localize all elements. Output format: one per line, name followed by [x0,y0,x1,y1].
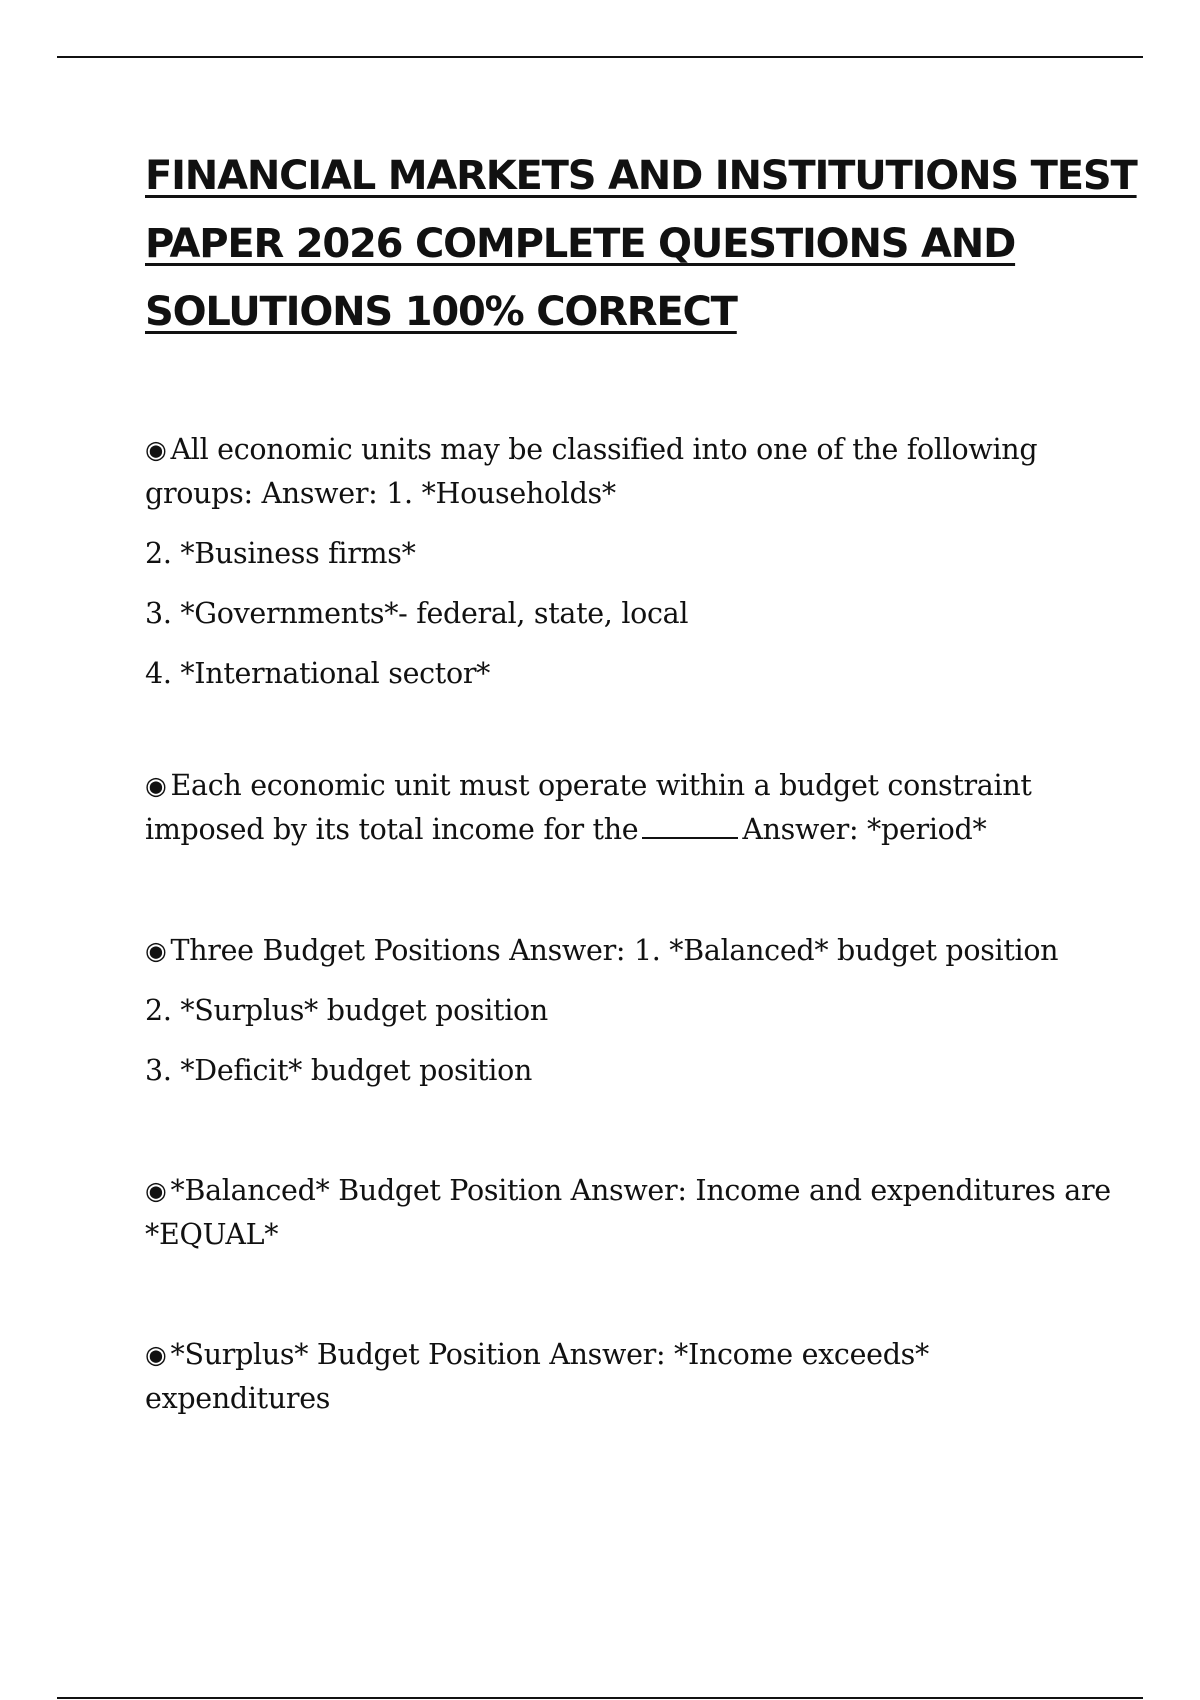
question-3-list-item-3: 3. *Deficit* budget position [145,1054,533,1087]
question-1-line-1 [145,428,1105,472]
question-3 [145,929,1105,1093]
question-2-text-before-blank: imposed by its total income for the [145,813,639,846]
question-1-line-2: groups: Answer: 1. *Households* [145,477,616,510]
question-3-line-1 [145,929,1105,973]
radio-bullet-icon: ◉ [145,771,167,800]
question-3-list-item-2: 2. *Surplus* budget position [145,994,548,1027]
question-5-line-2: expenditures [145,1382,331,1415]
title-line-2: PAPER 2026 COMPLETE QUESTIONS AND [145,221,1016,267]
bottom-rule [57,1697,1143,1699]
question-2-answer: Answer: *period* [742,813,987,846]
question-4-line-1 [145,1169,1111,1213]
question-1-list-item-2: 2. *Business firms* [145,537,416,570]
question-2 [145,764,1105,852]
question-1 [145,428,1105,696]
question-1-list-item-4: 4. *International sector* [145,657,491,690]
question-2-line-2 [145,808,1105,852]
fill-in-blank [642,811,738,839]
question-2-line-1 [145,764,1105,808]
question-1-text-1: All economic units may be classified into one of the following [170,433,1038,466]
question-4-line-2: *EQUAL* [145,1218,279,1251]
question-1-list-item-3: 3. *Governments*- federal, state, local [145,597,689,630]
radio-bullet-icon: ◉ [145,1176,167,1205]
radio-bullet-icon: ◉ [145,1340,167,1369]
question-3-text-1: Three Budget Positions Answer: 1. *Balanced* budget position [170,934,1059,967]
top-rule [57,56,1143,58]
title-line-1: FINANCIAL MARKETS AND INSTITUTIONS TEST [145,153,1137,199]
document-title [145,142,1137,346]
question-2-text-1: Each economic unit must operate within a budget constraint [170,769,1032,802]
title-line-3: SOLUTIONS 100% CORRECT [145,289,737,335]
question-5-line-1 [145,1333,1105,1377]
radio-bullet-icon: ◉ [145,435,167,464]
question-4 [145,1169,1111,1257]
question-5-text-1: *Surplus* Budget Position Answer: *Income exceeds* [170,1338,929,1371]
question-4-text-1: *Balanced* Budget Position Answer: Income and expenditures are [170,1174,1111,1207]
radio-bullet-icon: ◉ [145,936,167,965]
question-5 [145,1333,1105,1421]
